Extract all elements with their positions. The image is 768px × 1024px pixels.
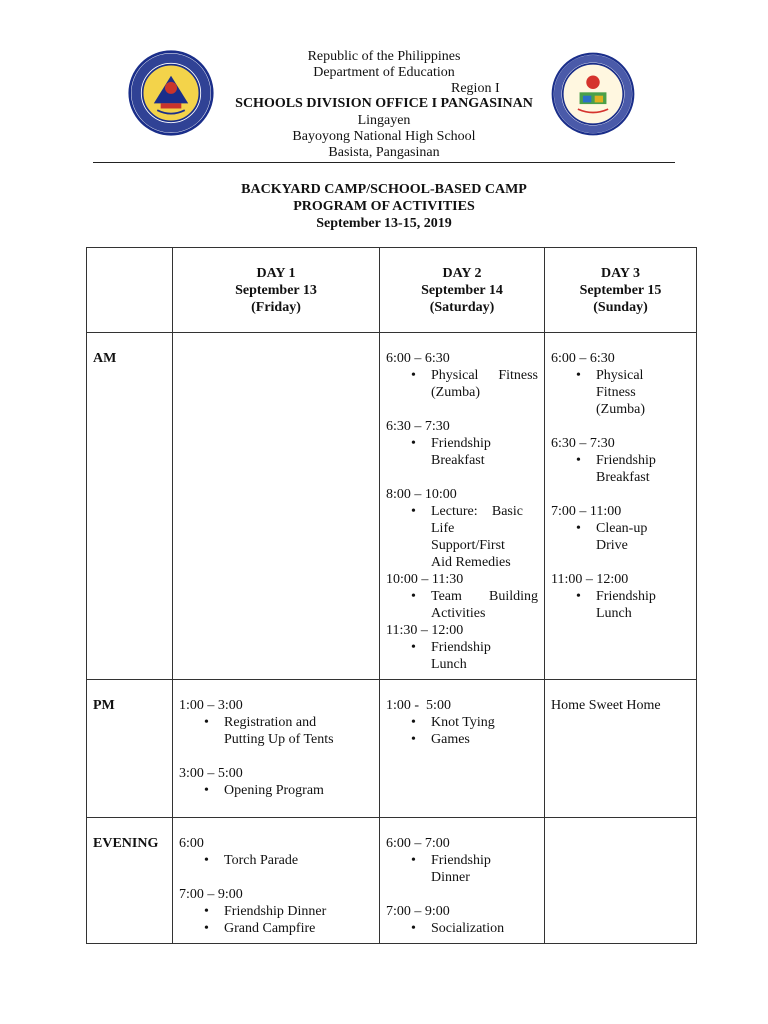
slot-time: 6:00 – 6:30 [551,351,615,366]
title-dates: September 13-15, 2019 [316,216,452,231]
pm-label: PM [87,680,173,818]
activity-item: • Physical Fitness (Zumba) [596,367,656,418]
header-town: Lingayen [357,113,411,128]
pm-day3-text: Home Sweet Home [551,698,661,713]
header-region: Region I [451,81,500,96]
am-row [87,333,697,680]
slot-time: 6:00 – 6:30 [386,351,450,366]
header-day2 [380,248,545,333]
pm-row [87,680,697,818]
activity-item: • Physical Fitness (Zumba) [431,367,538,401]
day3-date: September 15 [579,283,662,298]
schedule-slot [179,886,373,937]
activity-item: • Opening Program [224,782,373,799]
day3-label: DAY 3 [600,266,641,281]
schedule-slot [386,622,538,673]
activity-item: • Lecture: Basic Life Support/First Aid Remedies [431,503,523,571]
day1-date: September 13 [235,283,317,298]
activity-item: • Registration and Putting Up of Tents [224,714,354,748]
schedule-slot [386,697,538,748]
header-division-office: SCHOOLS DIVISION OFFICE I PANGASINAN [235,96,533,111]
schedule-slot [551,503,690,554]
header-day1 [173,248,380,333]
slot-time: 1:00 – 3:00 [179,698,243,713]
evening-day3-cell [545,818,697,944]
schedule-slot [386,486,538,571]
day2-label: DAY 2 [442,266,482,281]
header-day3 [545,248,697,333]
slot-time: 8:00 – 10:00 [386,487,457,502]
slot-time: 6:00 [179,836,204,851]
header-school: Bayoyong National High School [292,129,476,144]
schedule-slot [386,835,538,886]
header-department: Department of Education [313,65,455,80]
slot-time: 3:00 – 5:00 [179,766,243,781]
header-divider [93,162,675,163]
activity-item: • Torch Parade [224,852,373,869]
slot-time: 10:00 – 11:30 [386,572,464,587]
slot-time: 7:00 – 9:00 [179,887,243,902]
schedule-slot [386,571,538,622]
pm-day3-cell [545,680,697,818]
slot-time: 6:30 – 7:30 [551,436,615,451]
pm-day1-cell [173,680,380,818]
day2-date: September 14 [421,283,503,298]
schedule-slot [386,350,538,401]
pm-day2-cell [380,680,545,818]
activity-item: • Knot Tying [431,714,538,731]
activity-item: • Socialization [431,920,538,937]
slot-time: 7:00 – 11:00 [551,504,622,519]
schedule-table [86,247,697,944]
slot-time: 7:00 – 9:00 [386,904,450,919]
header-address: Basista, Pangasinan [328,145,440,160]
title-program: PROGRAM OF ACTIVITIES [293,199,475,214]
header-empty-cell [87,248,173,333]
header-republic: Republic of the Philippines [307,49,461,64]
activity-item: • Friendship Breakfast [596,452,666,486]
slot-time: 6:30 – 7:30 [386,419,450,434]
schedule-slot [551,350,690,418]
evening-label: EVENING [87,818,173,944]
am-day1-cell [173,333,380,680]
schedule-slot [551,571,690,622]
evening-row [87,818,697,944]
slot-time: 6:00 – 7:00 [386,836,450,851]
slot-time: 11:00 – 12:00 [551,572,629,587]
activity-item: • Friendship Lunch [596,588,666,622]
activity-item: • Friendship Dinner [224,903,373,920]
letterhead [0,0,768,170]
schedule-slot [179,765,373,799]
evening-day1-cell [173,818,380,944]
activity-item: • Friendship Breakfast [431,435,501,469]
slot-time: 1:00 - 5:00 [386,698,451,713]
table-header-row [87,248,697,333]
schedule-slot [179,697,373,748]
schedule-slot [386,418,538,469]
am-day3-cell [545,333,697,680]
activity-item: • Friendship Dinner [431,852,501,886]
slot-time: 11:30 – 12:00 [386,623,464,638]
day2-weekday: (Saturday) [429,300,495,315]
am-day2-cell [380,333,545,680]
activity-item: • Clean-up Drive [596,520,656,554]
activity-item: • Games [431,731,538,748]
day1-label: DAY 1 [256,266,296,281]
day1-weekday: (Friday) [251,300,301,315]
am-label: AM [87,333,173,680]
activity-item: • Grand Campfire [224,920,373,937]
evening-day2-cell [380,818,545,944]
day3-weekday: (Sunday) [593,300,648,315]
activity-item: • Friendship Lunch [431,639,501,673]
title-camp: BACKYARD CAMP/SCHOOL-BASED CAMP [241,182,527,197]
schedule-slot [179,835,373,869]
schedule-slot [386,903,538,937]
activity-item: • Team Building Activities [431,588,538,622]
schedule-slot [551,435,690,486]
